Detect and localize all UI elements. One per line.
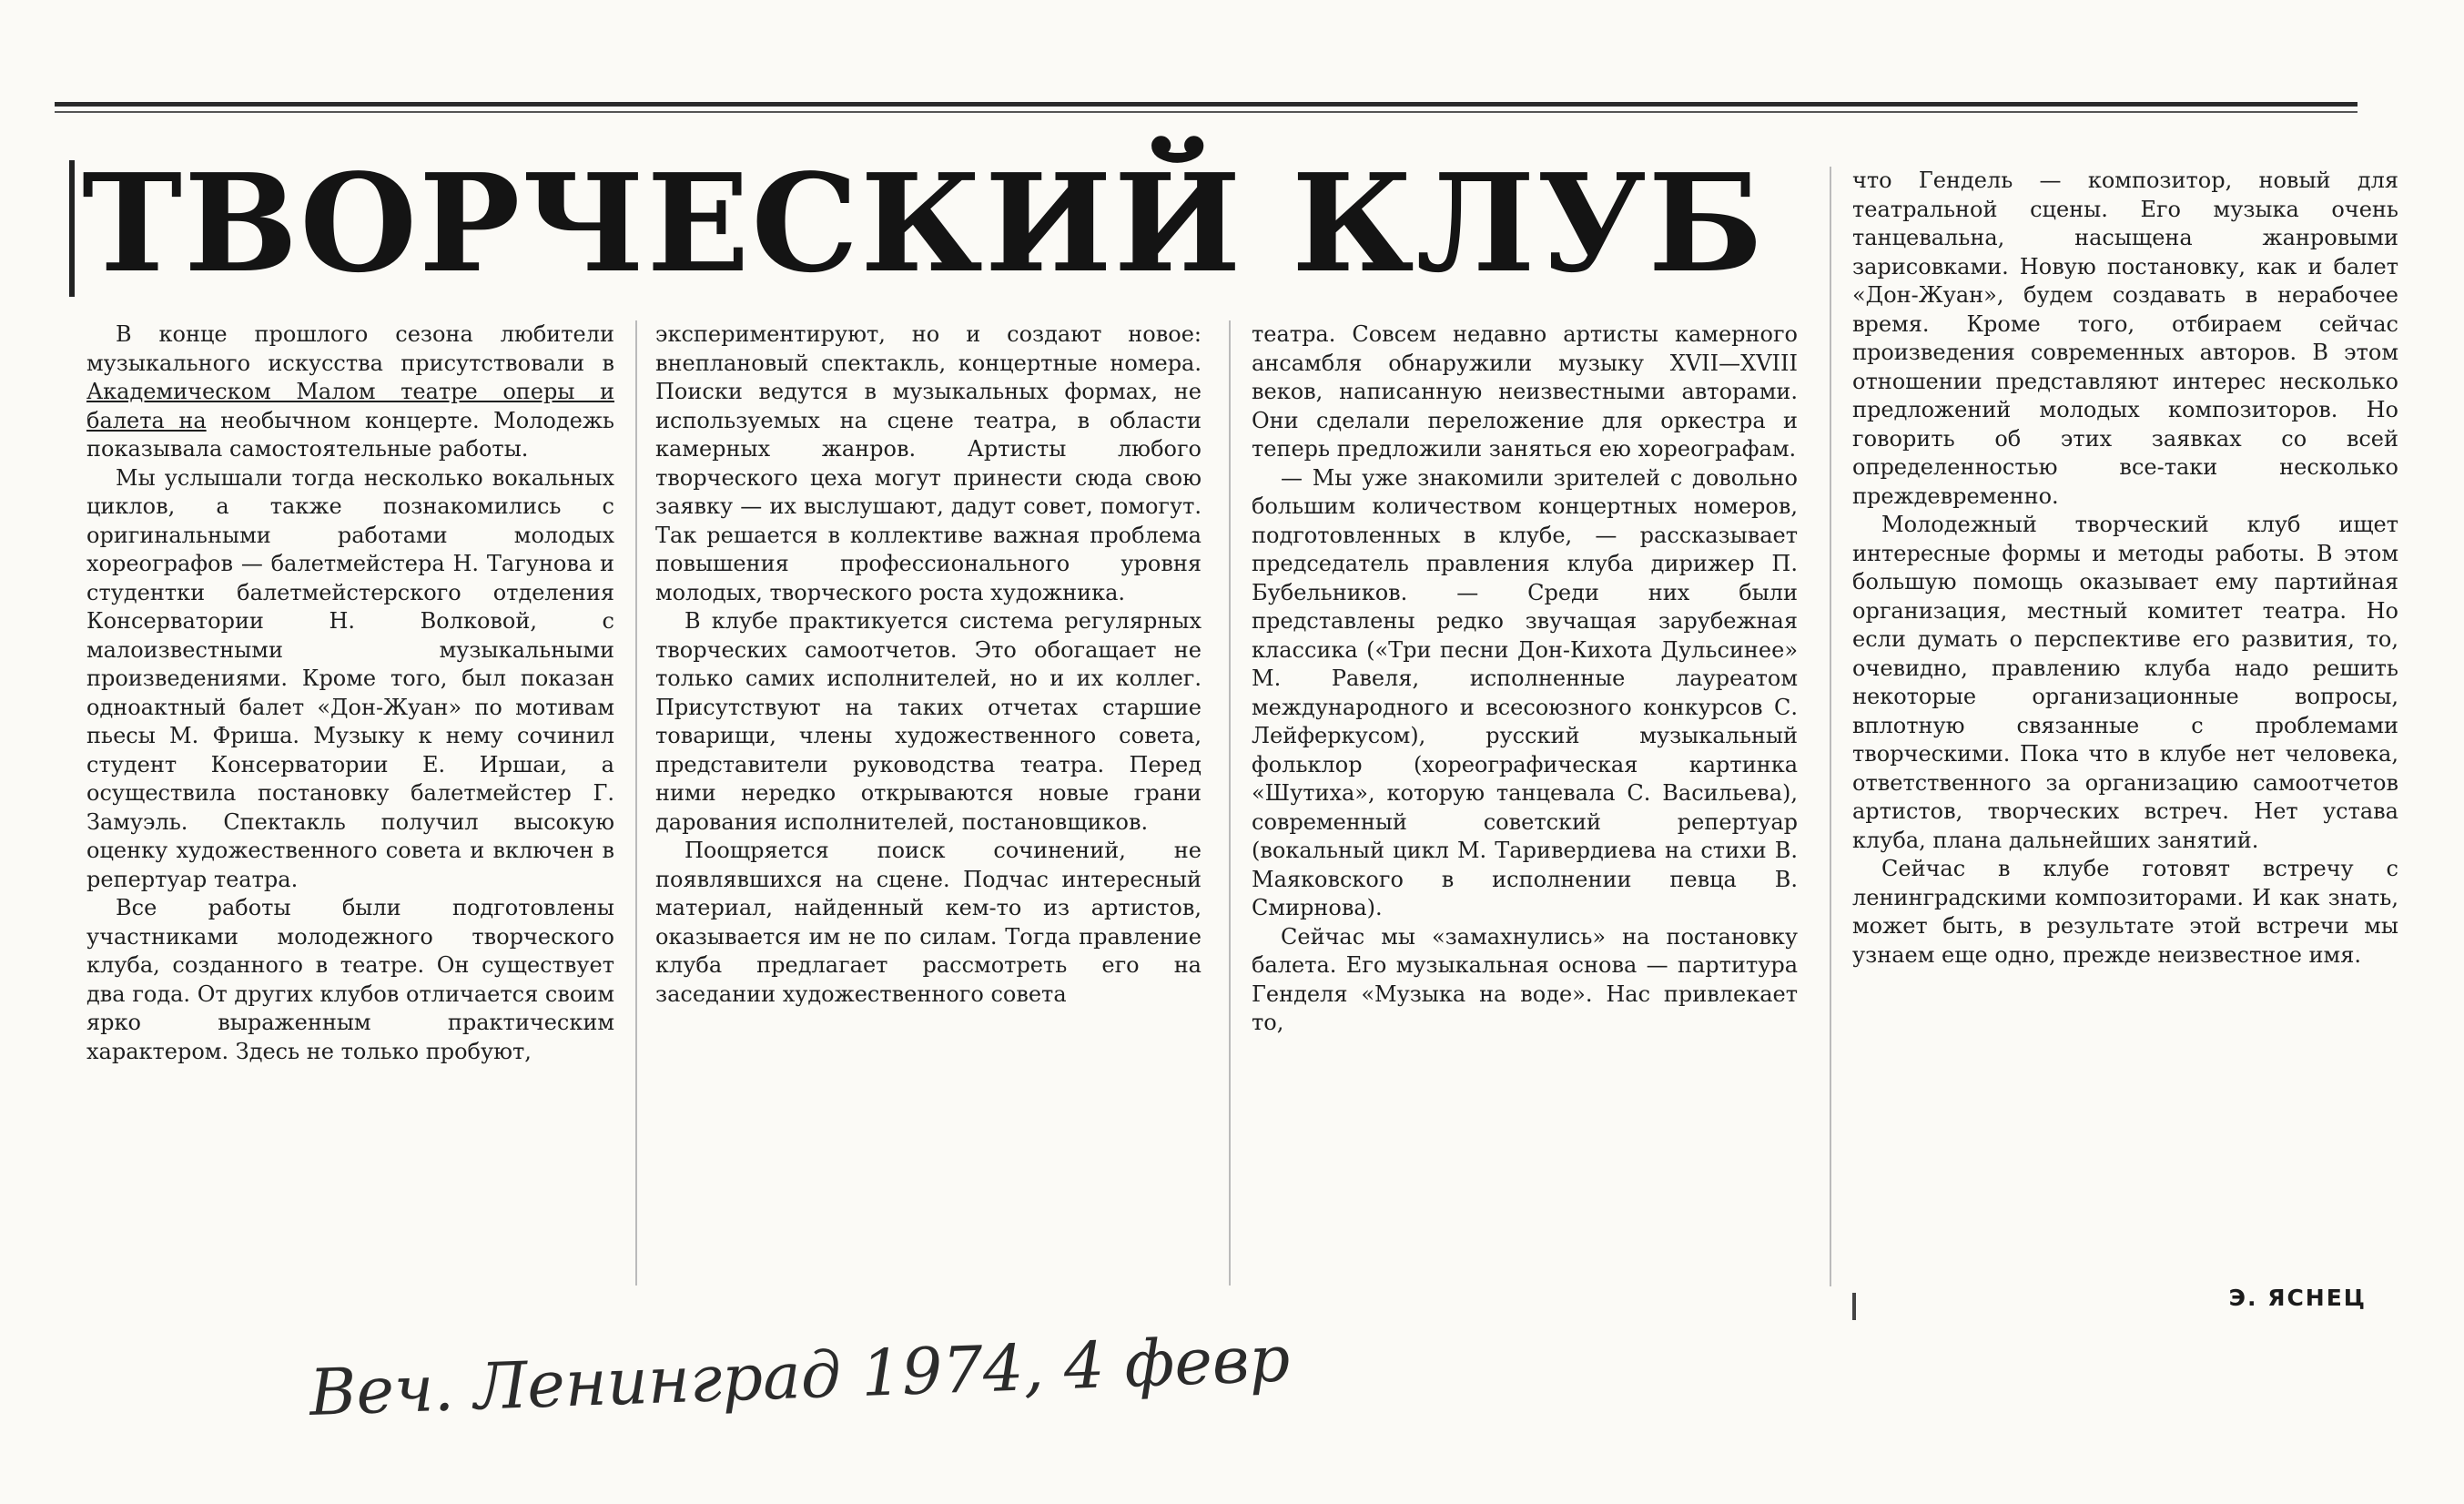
article-column-3 (1252, 320, 1798, 1304)
column-separator (635, 320, 637, 1286)
paragraph: В конце прошлого сезона любители музыкального искусства присутствовали в Академическом Малом театре оперы и балета на необычном концерте. Молодежь показывала самостоятельные работы. (86, 321, 614, 462)
paragraph: Все работы были подготовлены участниками молодежного творческого клуба, созданного в театре. Он существует два года. От других клубов отличается своим ярко выраженным практическим характером. Здесь не только пробуют, (86, 895, 614, 1064)
article-column-1 (86, 320, 614, 1304)
headline-bar (69, 160, 75, 297)
paragraph: что Гендель — композитор, новый для театральной сцены. Его музыка очень танцевальна, насыщена жанровыми зарисовками. Новую постановку, как и балет «Дон-Жуан», будем создавать в нерабочее время. Кроме того, отбираем сейчас произведения современных авторов. В этом отношении представляют интерес несколько предложений молодых композиторов. Но говорить об этих заявках со всей определенностью все-таки несколько преждевременно. (1852, 168, 2398, 509)
top-rule-secondary (55, 111, 2358, 113)
paragraph: экспериментируют, но и создают новое: внеплановый спектакль, концертные номера. Поиски ведутся в музыкальных формах, не используемых на сцене театра, в области камерных жанров. Артисты любого творческого цеха могут принести сюда свою заявку — их выслушают, дадут совет, помогут. Так решается в коллективе важная проблема повышения профессионального уровня молодых, творческого роста художника. (655, 321, 1202, 605)
handwritten-source-note: Веч. Ленинград 1974, 4 февр (308, 1321, 1292, 1430)
article-column-2 (655, 320, 1202, 1304)
paragraph: театра. Совсем недавно артисты камерного ансамбля обнаружили музыку XVII—XVIII веков, написанную неизвестными авторами. Они сделали переложение для оркестра и теперь предложили заняться ею хореографам. (1252, 321, 1798, 462)
signature-rule (1852, 1293, 1856, 1320)
column-separator (1229, 320, 1231, 1286)
author-signature: Э. ЯСНЕЦ (2228, 1285, 2367, 1311)
paragraph: Сейчас в клубе готовят встречу с ленинградскими композиторами. И как знать, может быть, в результате этой встречи мы узнаем еще одно, прежде неизвестное имя. (1852, 856, 2398, 968)
underlined-phrase: Академическом Малом театре оперы и балета на (86, 379, 614, 433)
top-rule (55, 102, 2358, 107)
paragraph: Сейчас мы «замахнулись» на постановку балета. Его музыкальная основа — партитура Генделя «Музыка на воде». Нас привлекает то, (1252, 923, 1798, 1035)
paragraph: В клубе практикуется система регулярных творческих самоотчетов. Это обогащает не только самих исполнителей, но и их коллег. Присутствуют на таких отчетах старшие товарищи, члены художественного совета, представители руководства театра. Перед ними нередко открываются новые грани дарования исполнителей, постановщиков. (655, 608, 1202, 835)
paragraph: Мы услышали тогда несколько вокальных циклов, а также познакомились с оригинальными работами молодых хореографов — балетмейстера Н. Тагунова и студентки балетмейстерского отделения Консерватории Н. Волковой, с малоизвестными музыкальными произведениями. Кроме того, был показан одноактный балет «Дон-Жуан» по мотивам пьесы М. Фриша. Музыку к нему сочинил студент Консерватории Е. Иршаи, а осуществила постановку балетмейстер Г. Замуэль. Спектакль получил высокую оценку художественного совета и включен в репертуар театра. (86, 464, 614, 892)
article-column-4 (1852, 167, 2398, 1186)
headline: ТВОРЧЕСКИЙ КЛУБ (82, 144, 1766, 302)
paragraph: Поощряется поиск сочинений, не появлявшихся на сцене. Подчас интересный материал, найденный кем-то из артистов, оказывается им не по силам. Тогда правление клуба предлагает рассмотреть его на заседании художественного совета (655, 838, 1202, 1007)
paragraph: Молодежный творческий клуб ищет интересные формы и методы работы. В этом большую помощь оказывает ему партийная организация, местный комитет театра. Но если думать о перспективе его развития, то, очевидно, правлению клуба надо решить некоторые организационные вопросы, вплотную связанные с проблемами творческими. Пока что в клубе нет человека, ответственного за организацию самоотчетов артистов, творческих встреч. Нет устава клуба, плана дальнейших занятий. (1852, 512, 2398, 853)
paragraph: — Мы уже знакомили зрителей с довольно большим количеством концертных номеров, подготовленных в клубе, — рассказывает председатель правления клуба дирижер П. Бубельников. — Среди них были представлены редко звучащая зарубежная классика («Три песни Дон-Кихота Дульсинее» М. Равеля, исполненные лауреатом международного и всесоюзного конкурсов С. Лейферкусом), русский музыкальный фольклор (хореографическая картинка «Шутиха», которую танцевала С. Васильева), современный советский репертуар (вокальный цикл М. Таривердиева на стихи В. Маяковского в исполнении певца В. Смирнова). (1252, 464, 1798, 920)
column-separator (1830, 167, 1831, 1286)
